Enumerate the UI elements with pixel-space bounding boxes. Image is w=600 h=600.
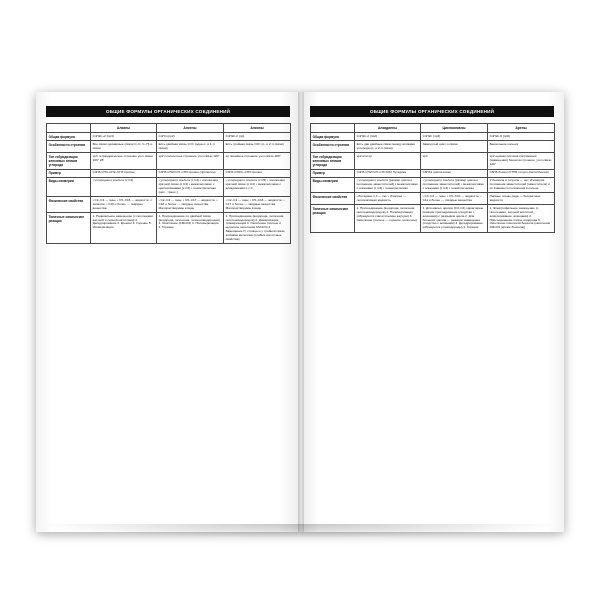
row-label-isomerism-right: Виды изомерии [311, 177, 355, 193]
cell-alkanes-hybridization: sp3 тетраэдрическое строение угол связи 109° 28' [91, 153, 157, 169]
cell-alkenes-general-formula: CnHn (np2) [157, 133, 224, 141]
cell-alkadienes-physical: • Бутадиен-1,3 — газ. • Изопрен — легкокипящая жидкость [355, 193, 421, 205]
cell-alkenes-reactions: 1. Присоединение по двойной связи (водорода, галогенов, галогеноводородов) 2. Окисление (KMnO4) 3. Полимеризация 4. Горение [157, 213, 224, 244]
cell-alkynes-reactions: 1. Присоединение (водорода, галогенов, галогеноводородов) 2. Димеризация, тримеризация 3. Окисление (полное и неполное окисление KMnO4) 4. Замещение H, стоящего у тройной связи, атомами металлов (слабые кислотные свойства) [224, 213, 291, 244]
row-label-general-formula-right: Общая формула [311, 133, 355, 141]
cell-arenes-isomerism: У бензола и толуола — нет. Изомерия положения заместителей (заместителя) и их взаимного положения в кольце [488, 177, 555, 193]
cell-cycloalkanes-physical: • C3–C4 — газы, • C5–C10 — жидкости, • C11 и более — твёрдые вещества [421, 193, 488, 205]
cell-alkenes-isomerism: • углеродного скелета (с C4) • положения кратной связи (с C4) • межклассовая: с циклоалканами (с C3) • геометрическая (цис-, транс-) [157, 177, 224, 197]
table-row [47, 213, 291, 244]
row-label-general-formula: Общая формула [47, 133, 91, 141]
cell-alkadienes-example: C4H6 CH2=CH–CH=CH2 бутадиен [355, 169, 421, 177]
cell-cycloalkanes-general-formula: CnH2n (np3) [421, 133, 488, 141]
row-label-hybridization: Тип гибридизации ключевых атомов углерода [47, 153, 91, 169]
cell-alkanes-isomerism: • углеродного скелета (с C4) [91, 177, 157, 197]
cell-arenes-reactions: 1. Электрофильное замещение (с галогенами, азотной кислотой, алкилирование, алкенами) 2. Присоединение хлора, водорода 3. Окисление гомологов бензола (окисление KMnO4 (кроме бензола)) [488, 205, 555, 232]
cell-cycloalkanes-isomerism: • углеродного скелета (размер цикла и положение заместителей) • межклассовая с алкенами (с C3) • геометрическая [421, 177, 488, 193]
cell-alkanes-physical: • C1–C4 — газы, • C5–C15 — жидкости, с запахом, • C16 и более — твёрдые вещества. [91, 197, 157, 213]
col-head-blank-right [311, 124, 355, 133]
cell-alkadienes-structure: Есть две двойные связи между атомами углерода (σ- и 2-π связи) [355, 141, 421, 153]
col-head-alkanes: Алканы [91, 124, 157, 133]
cell-alkynes-hybridization: sp линейное строение угол связи 180° [224, 153, 291, 169]
col-head-alkadienes: Алкадиены [355, 124, 421, 133]
table-row [47, 133, 291, 141]
cell-cycloalkanes-example: C6H12 циклогексан [421, 169, 488, 177]
book-bottom-shadow [36, 524, 564, 538]
col-head-blank [47, 124, 91, 133]
cell-alkadienes-isomerism: • углеродного скелета (размер цикла и положение заместителей) • межклассовая с алкенами (с C3) • геометрическая [355, 177, 421, 193]
row-label-reactions-right: Типичные химические реакции [311, 205, 355, 232]
table-row [47, 153, 291, 169]
table-row [311, 153, 555, 169]
cell-alkynes-physical: • C2–C4 — газы, • C5–C16 — жидкости, • C17 и более — твёрдые вещества. Малорастворимы в воде [224, 197, 291, 213]
cell-arenes-example: C6H6 бензол C7H8 толуол /метилбензол/ [488, 169, 555, 177]
cell-alkenes-example: C3H6 CH2=CH–CH3 пропен (пропилен) [157, 169, 224, 177]
table-row [47, 169, 291, 177]
row-label-example-right: Пример [311, 169, 355, 177]
table-row [311, 193, 555, 205]
cell-alkynes-isomerism: • углеродного скелета (с C5) • положения кратной связи (с C4) • межклассовая с алкадиенами и с C [224, 177, 291, 197]
row-label-physical-properties: Физические свойства [47, 197, 91, 213]
row-label-isomerism: Виды изомерии [47, 177, 91, 197]
table-row [311, 141, 555, 153]
row-label-hybridization-right: Тип гибридизации ключевых атомов углерода [311, 153, 355, 169]
table-alkanes-alkenes-alkynes [46, 123, 291, 244]
cell-alkanes-structure: Все связи одинарные (связи С–С, С–Н) σ-связи [91, 141, 157, 153]
cell-alkanes-reactions: 1. Радикальное замещение (с галогенами, азотной и серной кислотами) 2. Дегидрирование 3. Крекинг 4. Горение 5. Изомеризация [91, 213, 157, 244]
cell-alkenes-structure: Есть двойная связь С=С (одна σ- и 1-π связи) [157, 141, 224, 153]
table-row [311, 169, 555, 177]
page-right [300, 92, 564, 532]
book-gutter [298, 92, 304, 532]
table-header-row [47, 124, 291, 133]
cell-alkanes-general-formula: CnH2n+2 (np3) [91, 133, 157, 141]
col-head-cycloalkanes: Циклоалканы [421, 124, 488, 133]
cell-cycloalkanes-hybridization: sp3 [421, 153, 488, 169]
cell-alkynes-general-formula: CnH2n-2 (np) [224, 133, 291, 141]
cell-arenes-general-formula: CnH2n-6 (np6) [488, 133, 555, 141]
row-label-structure-right: Особенности строения [311, 141, 355, 153]
table-header-row [311, 124, 555, 133]
cell-cycloalkanes-reactions: 1. Для малых циклов (C3–C4) характерны реакции присоединения (сходство с алкенами) с разрывом цикла 2. Для больших циклов — реакции замещения (сходство с алканами) 3. Дегидрирование (образуются углеводороды) 4. Горение [421, 205, 488, 232]
cell-arenes-physical: Первые члены ряда — бесцветные жидкости [488, 193, 555, 205]
cell-alkadienes-general-formula: CnH2n-2 (np2) [355, 133, 421, 141]
cell-alkadienes-reactions: 1. Присоединение (водорода, галогенов, галогеноводородов) 2. Полимеризация (образуются синтетические каучуки) 3. Окисление (полное — горение, неполное) [355, 205, 421, 232]
cell-arenes-hybridization: sp2 единая система сопряжения (замещения) бензола строение, угол связи 120° [488, 153, 555, 169]
cell-alkenes-physical: • C2–C4 — газы, • C5–C17 — жидкости, • C18 и более — твёрдые вещества. Малорастворимы в воде [157, 197, 224, 213]
table-row [311, 177, 555, 193]
table-row [47, 141, 291, 153]
row-label-example: Пример [47, 169, 91, 177]
row-label-physical-properties-right: Физические свойства [311, 193, 355, 205]
page-left-title: ОБЩИЕ ФОРМУЛЫ ОРГАНИЧЕСКИХ СОЕДИНЕНИЙ [46, 106, 290, 117]
table-row [47, 177, 291, 197]
col-head-alkynes: Алкины [224, 124, 291, 133]
cell-alkynes-structure: Есть тройная связь С≡С (σ- и 2-π связи) [224, 141, 291, 153]
cell-cycloalkanes-structure: Замкнутый цикл σ-связи [421, 141, 488, 153]
cell-alkenes-hybridization: sp2 плоскостное строение угол связи 120° [157, 153, 224, 169]
open-book [36, 92, 564, 532]
table-row [47, 197, 291, 213]
row-label-reactions: Типичные химические реакции [47, 213, 91, 244]
cell-alkadienes-hybridization: sp2 или sp [355, 153, 421, 169]
cell-alkynes-example: C3H4 CH≡C–CH3 пропин [224, 169, 291, 177]
page-left [36, 92, 301, 532]
table-dienes-cycloalkanes-arenes [310, 123, 555, 233]
table-row [311, 133, 555, 141]
col-head-alkenes: Алкены [157, 124, 224, 133]
cell-alkanes-example: C3H8 CH3–CH2–CH3 пропан [91, 169, 157, 177]
page-right-title: ОБЩИЕ ФОРМУЛЫ ОРГАНИЧЕСКИХ СОЕДИНЕНИЙ [310, 106, 554, 117]
row-label-structure: Особенности строения [47, 141, 91, 153]
cell-arenes-structure: Бензольное кольцо/ [488, 141, 555, 153]
table-row [311, 205, 555, 232]
col-head-arenes: Арены [488, 124, 555, 133]
